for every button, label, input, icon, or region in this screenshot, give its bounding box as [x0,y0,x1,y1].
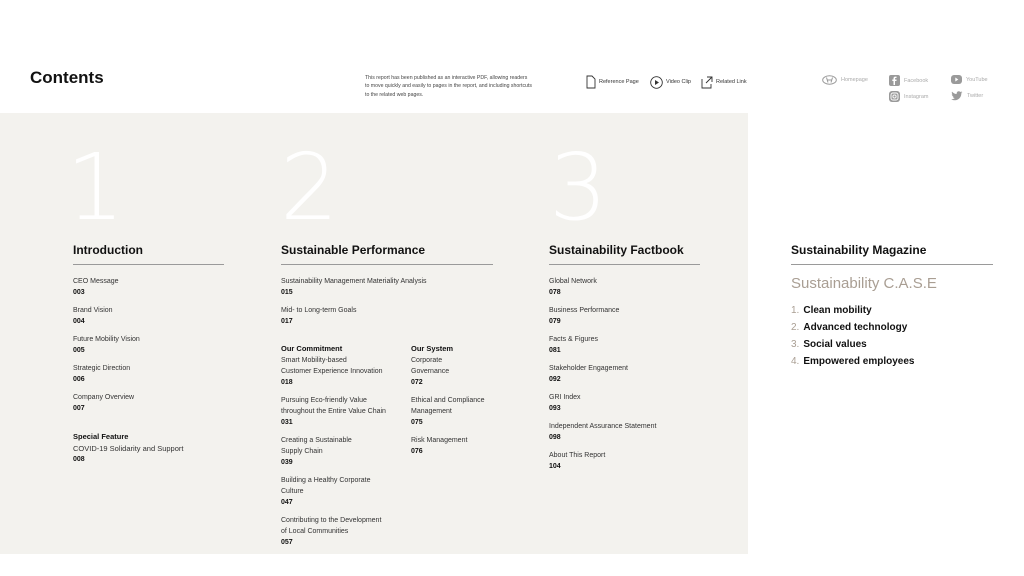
section-title-magazine[interactable]: Sustainability Magazine [791,243,927,257]
instagram-icon [889,91,900,102]
magazine-subtitle: Sustainability C.A.S.E [791,275,937,292]
toc-entry-local-communities[interactable] [281,515,406,548]
legend-related [701,74,747,90]
twitter-icon [951,91,963,101]
entry-page: 006 [73,376,85,383]
entry-page: 004 [73,318,85,325]
section-title-introduction[interactable]: Introduction [73,243,143,257]
introduction-list [73,276,223,472]
toc-entry-mid-long-term-goals[interactable] [281,305,491,327]
youtube-icon [951,75,962,84]
toc-entry-company-overview[interactable] [73,392,223,414]
entry-name: Facts & Figures [549,336,599,343]
entry-page: 003 [73,289,85,296]
entry-page: 039 [281,459,293,466]
instagram-link[interactable] [889,91,928,102]
entry-page: 018 [281,379,293,386]
entry-name: Future Mobility Vision [73,336,140,343]
section-title-sustainable-performance[interactable]: Sustainable Performance [281,243,426,257]
magazine-item-social-values[interactable] [791,336,915,353]
facebook-label: Facebook [904,77,929,84]
entry-name: Smart Mobility-based [281,357,347,364]
legend-reference [586,74,639,90]
entry-page: 104 [549,463,561,470]
item-number: 1. [791,305,800,316]
entry-page: 031 [281,419,293,426]
section-number: 3 [549,134,608,241]
toc-entry-assurance-statement[interactable] [549,421,709,443]
item-number: 4. [791,356,800,367]
our-commitment-list [281,343,406,555]
instagram-label: Instagram [904,93,929,100]
reference-page-icon [586,75,596,89]
section-number: 1 [66,134,125,241]
entry-name: Customer Experience Innovation [281,368,383,375]
toc-entry-supply-chain[interactable] [281,435,406,468]
facebook-icon [889,75,900,86]
entry-name: Governance [411,368,450,375]
performance-top-list [281,276,491,334]
entry-name: Strategic Direction [73,365,131,372]
entry-name: Sustainability Management Materiality Analysis [281,278,427,285]
toc-entry-stakeholder-engagement[interactable] [549,363,709,385]
youtube-label: YouTube [966,76,988,83]
entry-page: 075 [411,419,423,426]
homepage-link[interactable] [822,75,868,85]
entry-name: Business Performance [549,307,620,314]
section-divider [281,264,493,265]
toc-entry-brand-vision[interactable] [73,305,223,327]
entry-name: GRI Index [549,394,581,401]
section-divider [73,264,224,265]
entry-page: 015 [281,289,293,296]
toc-entry-future-mobility-vision[interactable] [73,334,223,356]
entry-name: Brand Vision [73,307,113,314]
entry-page: 005 [73,347,85,354]
entry-page: 078 [549,289,561,296]
entry-name: Pursuing Eco-friendly Value [281,397,367,404]
entry-name: Corporate [411,357,443,364]
factbook-list [549,276,709,479]
entry-name: Creating a Sustainable [281,437,352,444]
intro-line: to move quickly and easily to pages in the report, and including shortcuts [365,83,532,90]
our-commitment-heading: Our Commitment [281,344,343,353]
entry-name: About This Report [549,452,606,459]
toc-entry-corporate-governance[interactable] [411,355,501,388]
toc-entry-eco-friendly-value[interactable] [281,395,406,428]
entry-page: 072 [411,379,423,386]
entry-page: 081 [549,347,561,354]
item-number: 2. [791,322,800,333]
our-system-heading: Our System [411,344,454,353]
youtube-link[interactable] [951,75,988,84]
entry-page: 007 [73,405,85,412]
entry-name: COVID-19 Solidarity and Support [73,444,184,453]
toc-entry-corporate-culture[interactable] [281,475,406,508]
intro-text [365,74,570,99]
section-divider [549,264,700,265]
entry-page: 017 [281,318,293,325]
entry-name: Management [411,408,452,415]
twitter-link[interactable] [951,91,983,101]
magazine-list [791,302,915,370]
entry-name: Building a Healthy Corporate [281,477,371,484]
entry-page: 092 [549,376,561,383]
entry-page: 047 [281,499,293,506]
toc-entry-gri-index[interactable] [549,392,709,414]
facebook-link[interactable] [889,75,928,86]
toc-entry-covid-19[interactable] [73,443,223,465]
entry-page: 008 [73,456,85,463]
entry-name: Company Overview [73,394,135,401]
toc-entry-ethical-compliance[interactable] [411,395,501,428]
entry-name: Mid- to Long-term Goals [281,307,357,314]
entry-name: Global Network [549,278,597,285]
section-title-factbook[interactable]: Sustainability Factbook [549,243,684,257]
section-divider [791,264,993,265]
toc-entry-about-this-report[interactable] [549,450,709,472]
entry-name: Supply Chain [281,448,323,455]
legend-video-label: Video Clip [666,79,691,85]
twitter-label: Twitter [967,93,984,99]
entry-name: Risk Management [411,437,468,444]
special-feature-heading: Special Feature [73,432,129,441]
entry-name: throughout the Entire Value Chain [281,408,386,415]
entry-page: 057 [281,539,293,546]
magazine-item-advanced-technology[interactable] [791,319,915,336]
entry-page: 076 [411,448,423,455]
homepage-label: Homepage [841,77,868,83]
item-label: Social values [803,339,867,350]
our-system-list [411,343,501,464]
entry-page: 098 [549,434,561,441]
entry-name: of Local Communities [281,528,349,535]
toc-entry-business-performance[interactable] [549,305,709,327]
magazine-item-empowered-employees[interactable] [791,353,915,370]
toc-entry-risk-management[interactable] [411,435,501,457]
entry-page: 093 [549,405,561,412]
hyundai-logo-icon [822,75,837,85]
entry-name: Contributing to the Development [281,517,382,524]
entry-page: 079 [549,318,561,325]
toc-entry-smart-mobility[interactable] [281,355,406,388]
magazine-item-clean-mobility[interactable] [791,302,915,319]
legend-related-label: Related Link [716,79,747,85]
toc-entry-ceo-message[interactable] [73,276,223,298]
page-title: Contents [30,68,104,87]
item-number: 3. [791,339,800,350]
item-label: Empowered employees [803,356,915,367]
item-label: Advanced technology [803,322,908,333]
section-number: 2 [280,134,339,241]
toc-entry-materiality-analysis[interactable] [281,276,491,298]
external-link-icon [701,76,713,89]
intro-line: This report has been published as an interactive PDF, allowing readers [365,75,528,81]
item-label: Clean mobility [803,305,872,316]
toc-entry-facts-figures[interactable] [549,334,709,356]
legend-video [650,74,691,90]
intro-line: to the related web pages. [365,91,424,98]
entry-name: Stakeholder Engagement [549,365,628,372]
play-icon [650,76,663,89]
toc-entry-global-network[interactable] [549,276,709,298]
entry-name: CEO Message [73,278,119,285]
entry-name: Ethical and Compliance [411,397,485,404]
entry-name: Independent Assurance Statement [549,423,657,430]
entry-name: Culture [281,488,304,495]
legend-reference-label: Reference Page [599,79,639,85]
toc-entry-strategic-direction[interactable] [73,363,223,385]
